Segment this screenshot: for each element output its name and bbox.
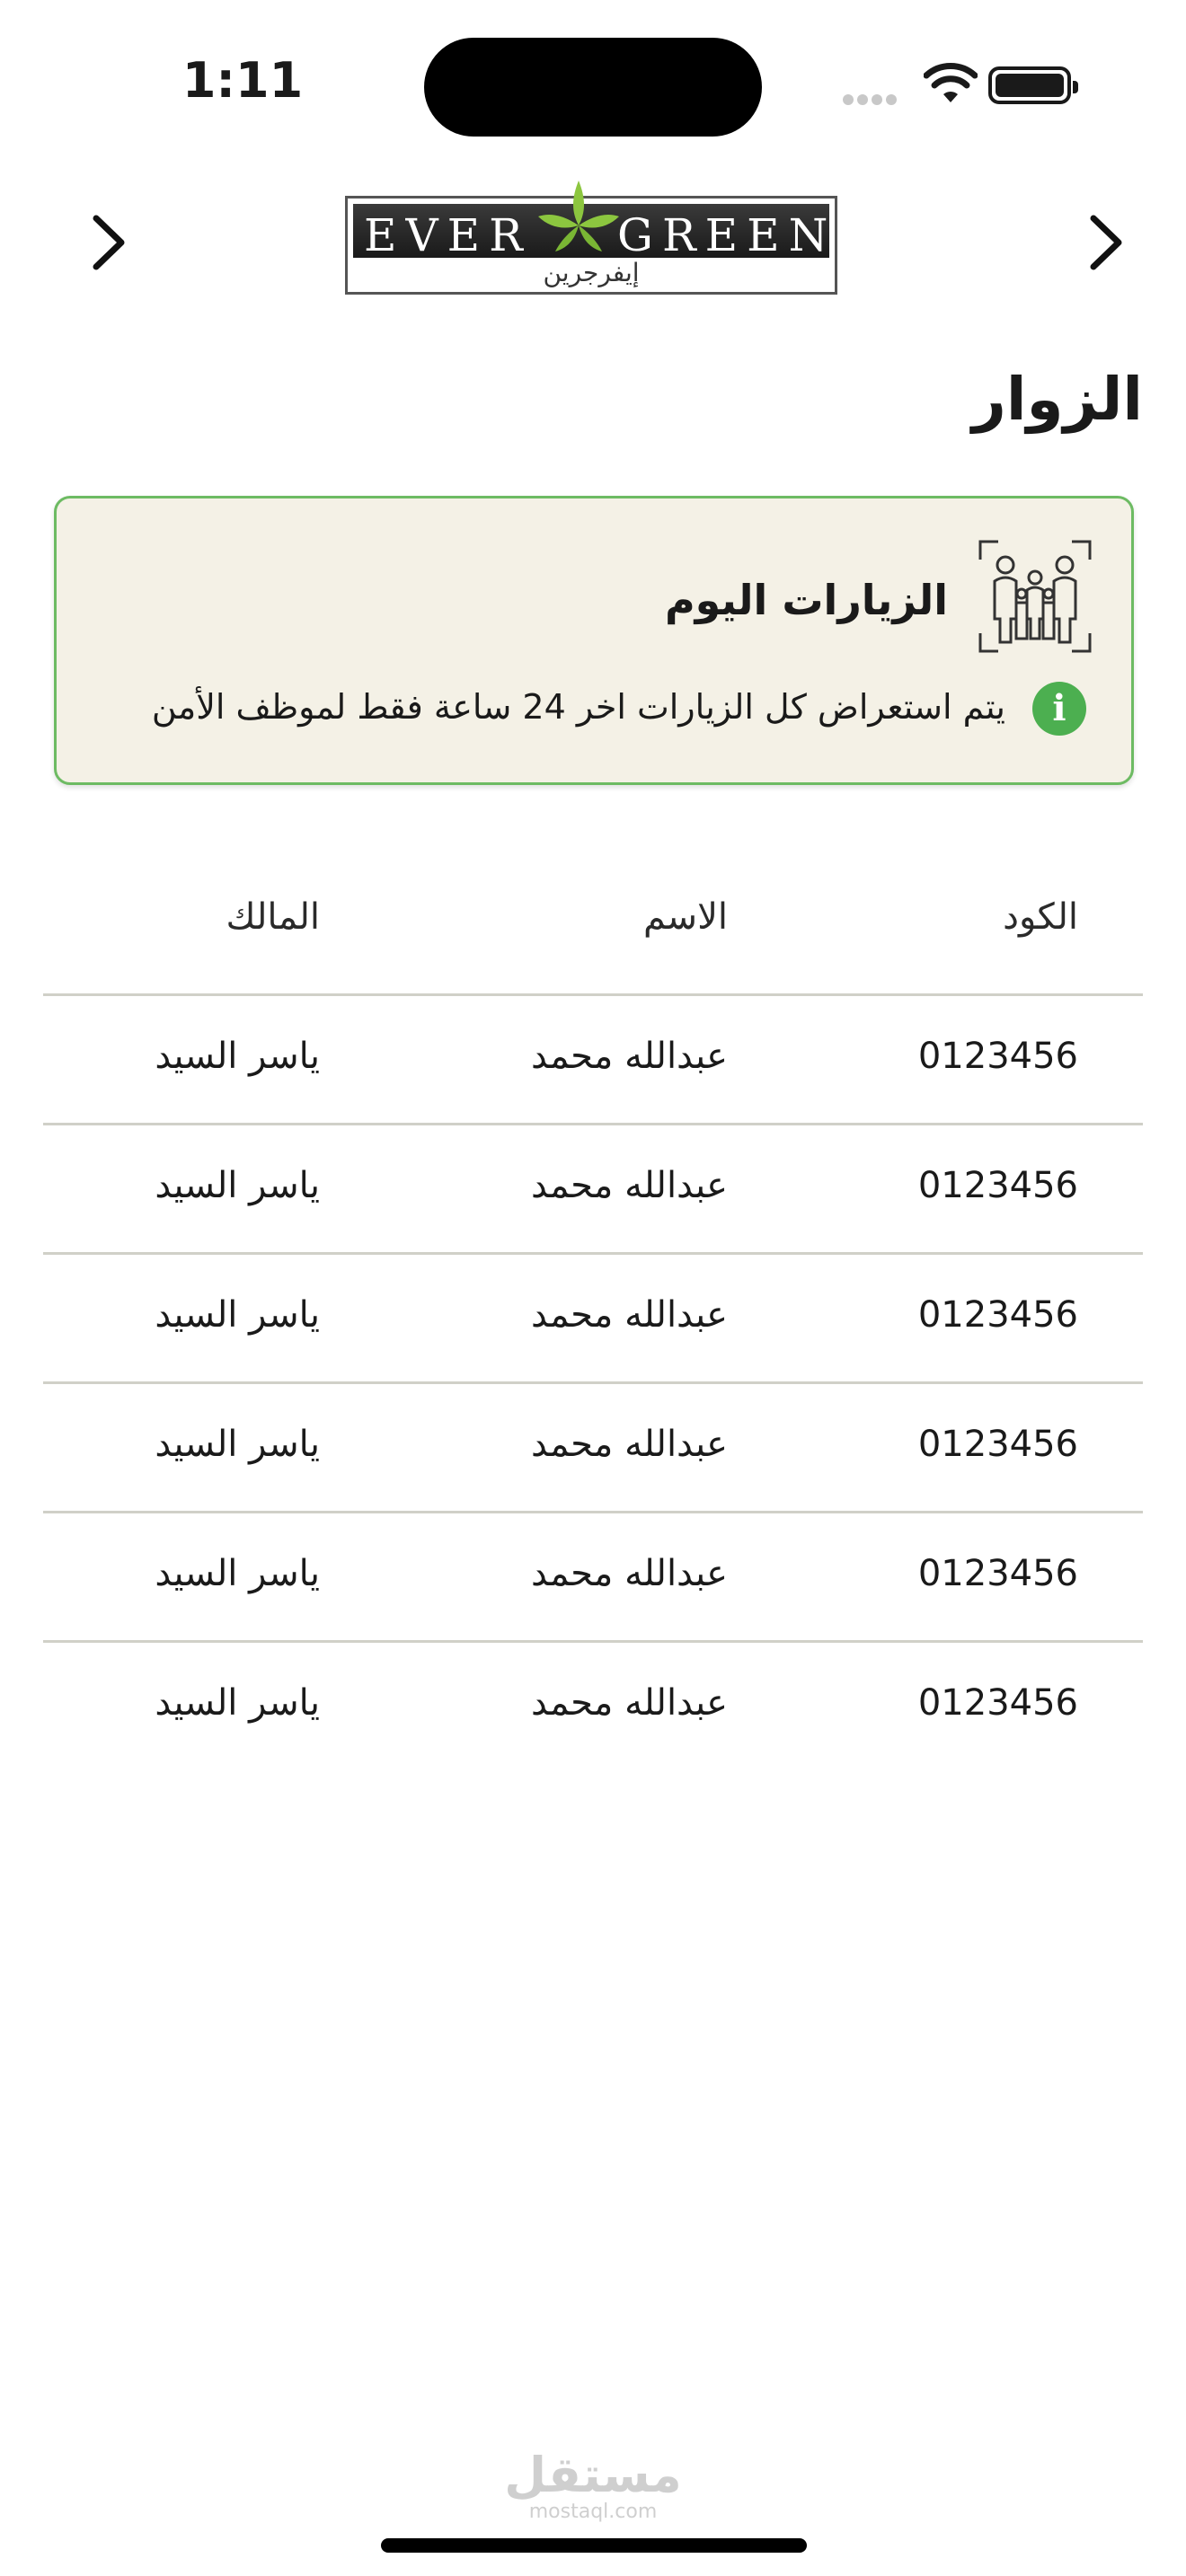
dynamic-island (424, 38, 762, 137)
mostaql-watermark (503, 2447, 683, 2523)
cell-code: 0123456 (917, 1294, 1078, 1336)
chevron-right-icon (89, 213, 128, 272)
evergreen-logo (345, 181, 837, 295)
divider (43, 1252, 1143, 1255)
logo-arabic-text: إيفرجرين (543, 258, 640, 287)
family-icon (977, 538, 1093, 655)
today-visits-card (54, 496, 1134, 785)
battery-icon (988, 66, 1071, 104)
cell-name: عبدالله محمد (530, 1682, 728, 1724)
status-icons (836, 56, 1087, 119)
cell-code: 0123456 (917, 1553, 1078, 1594)
watermark-main-text: مستقل (504, 2447, 682, 2503)
chevron-forward-button[interactable] (1075, 207, 1137, 278)
home-indicator[interactable] (381, 2538, 807, 2553)
cell-name: عبدالله محمد (530, 1165, 728, 1206)
cell-code: 0123456 (917, 1036, 1078, 1077)
page-title: الزوار (971, 365, 1143, 434)
status-time: 1:11 (181, 52, 304, 109)
card-note: يتم استعراض كل الزيارات اخر 24 ساعة فقط لموظف الأمن (151, 687, 1005, 727)
column-header-name: الاسم (642, 896, 728, 938)
cell-name: عبدالله محمد (530, 1036, 728, 1077)
divider (43, 993, 1143, 996)
cell-owner: ياسر السيد (155, 1165, 320, 1206)
divider (43, 1123, 1143, 1125)
chevron-right-icon (1086, 213, 1126, 272)
cell-code: 0123456 (917, 1165, 1078, 1206)
cell-owner: ياسر السيد (155, 1294, 320, 1336)
cell-owner: ياسر السيد (155, 1424, 320, 1465)
cell-owner: ياسر السيد (155, 1682, 320, 1724)
leaf-icon (534, 176, 624, 266)
divider (43, 1511, 1143, 1513)
logo-word-ever: EVER (364, 209, 532, 261)
cell-name: عبدالله محمد (530, 1294, 728, 1336)
cell-owner: ياسر السيد (155, 1036, 320, 1077)
chevron-back-button[interactable] (77, 207, 140, 278)
cellular-signal-icon (843, 92, 900, 109)
column-header-owner: المالك (226, 896, 320, 938)
wifi-icon (924, 63, 978, 106)
divider (43, 1381, 1143, 1384)
logo-word-green: GREEN (617, 209, 837, 261)
column-header-code: الكود (1003, 896, 1078, 938)
cell-name: عبدالله محمد (530, 1424, 728, 1465)
card-title: الزيارات اليوم (664, 576, 948, 624)
divider (43, 1640, 1143, 1643)
cell-code: 0123456 (917, 1682, 1078, 1724)
info-icon: i (1032, 682, 1086, 736)
cell-name: عبدالله محمد (530, 1553, 728, 1594)
cell-owner: ياسر السيد (155, 1553, 320, 1594)
watermark-sub-text: mostaql.com (528, 2501, 658, 2523)
cell-code: 0123456 (917, 1424, 1078, 1465)
